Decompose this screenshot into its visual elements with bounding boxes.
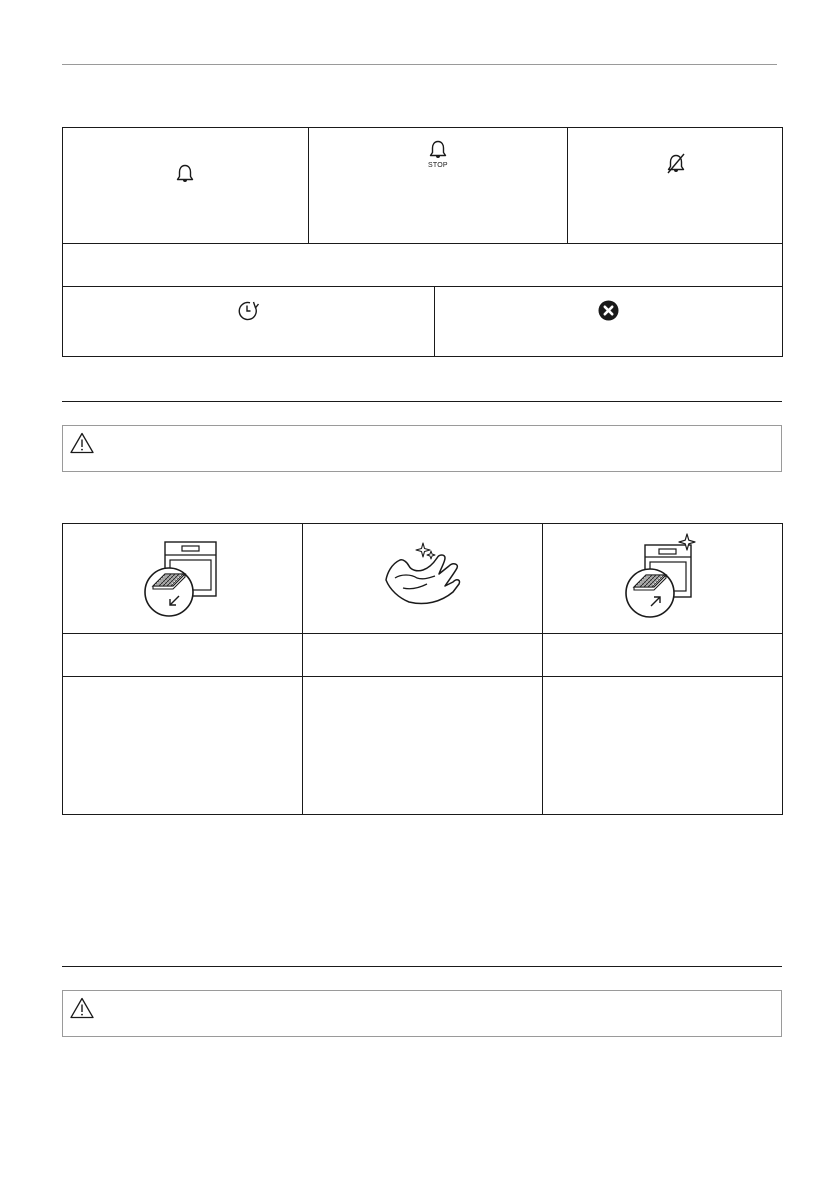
- oven-insert-shelf-icon: [623, 533, 703, 621]
- table-divider: [62, 633, 783, 634]
- table-divider: [434, 286, 435, 357]
- table-divider: [567, 127, 568, 243]
- table-divider: [308, 127, 309, 243]
- table-divider: [62, 243, 783, 244]
- oven-remove-shelf-icon: [139, 540, 219, 620]
- table-divider: [62, 676, 783, 677]
- section-rule: [62, 966, 782, 967]
- table-divider: [542, 523, 543, 815]
- bell-muted-icon: [665, 153, 687, 177]
- header-rule: [62, 64, 777, 65]
- warning-triangle-icon: [70, 997, 94, 1019]
- cancel-circle-icon: [598, 300, 619, 321]
- bell-stop-icon: [427, 139, 449, 173]
- table-divider: [302, 523, 303, 815]
- warning-box: [62, 990, 782, 1037]
- timer-icon: [236, 299, 260, 323]
- warning-box: [62, 425, 782, 472]
- hand-cleaning-sparkle-icon: [383, 540, 463, 610]
- warning-triangle-icon: [70, 432, 94, 454]
- table-divider: [62, 286, 783, 287]
- stop-label: STOP: [428, 162, 448, 169]
- section-rule: [62, 401, 782, 402]
- bell-icon: [175, 163, 195, 187]
